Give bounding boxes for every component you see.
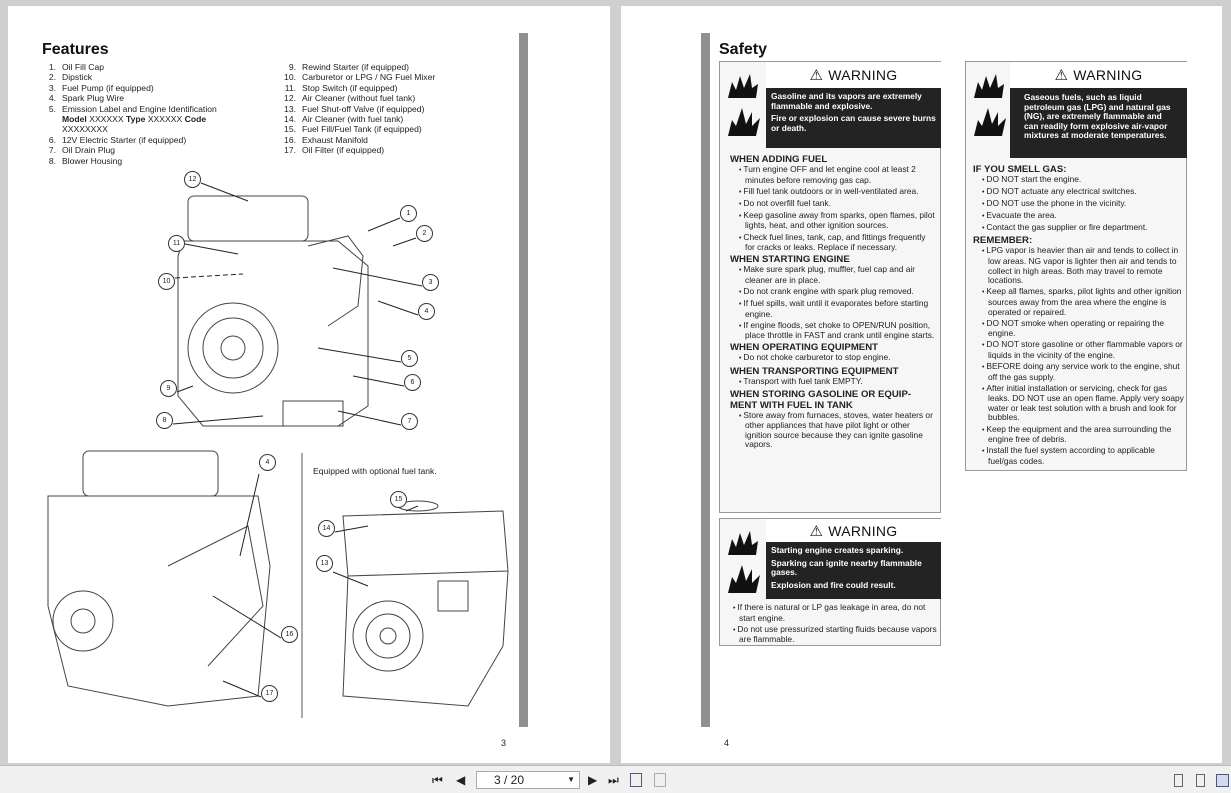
warning-message: Gasoline and its vapors are extremely flammable and explosive. Fire or explosion can cause severe burns or death.: [766, 88, 941, 148]
fire-explosion-icons: [720, 62, 766, 147]
callout-4: 4: [418, 303, 435, 320]
feature-number: 6.: [48, 134, 56, 145]
section-heading: WHEN STARTING ENGINE: [730, 254, 850, 266]
bullet-item: • DO NOT start the engine.: [981, 175, 1185, 186]
section-heading: WHEN OPERATING EQUIPMENT: [730, 342, 878, 354]
page-edge-bar: [701, 33, 710, 727]
feature-label: Fuel Shut-off Valve (if equipped): [302, 103, 425, 114]
section-list: [738, 377, 935, 388]
warning-triangle-icon: ⚠: [809, 67, 824, 84]
warning-box-sparking: [719, 518, 941, 646]
section-list: [738, 265, 935, 341]
feature-label: Rewind Starter (if equipped): [302, 62, 409, 72]
feature-label: Oil Fill Cap: [62, 62, 105, 72]
bullet-item: • Do not use pressurized starting fluids because vapors are flammable.: [732, 625, 938, 645]
callout-12: 12: [184, 171, 201, 188]
optional-tank-caption: Equipped with optional fuel tank.: [313, 466, 437, 476]
pdf-toolbar: [0, 765, 1231, 793]
section-heading: REMEMBER:: [973, 235, 1033, 247]
feature-label: Blower Housing: [62, 155, 123, 166]
two-page-icon[interactable]: [1216, 774, 1229, 787]
rotate-icon[interactable]: [630, 773, 642, 787]
bullet-item: • If engine floods, set choke to OPEN/RUN position, place throttle in FAST and crank until engine starts.: [738, 321, 935, 341]
bullet-item: • DO NOT smoke when operating or repairing the engine.: [981, 319, 1185, 339]
callout-8: 8: [156, 412, 173, 429]
page-3: [8, 6, 610, 763]
bullet-item: • Contact the gas supplier or fire department.: [981, 223, 1185, 234]
bullet-item: • DO NOT actuate any electrical switches.: [981, 187, 1185, 198]
bullet-item: • After initial installation or servicing, check for gas leaks. DO NOT use an open flame. Apply very soapy water or leak test solution with a brush and look for bubbles.: [981, 384, 1185, 423]
warning-triangle-icon: ⚠: [809, 522, 824, 540]
feature-number: 15.: [284, 124, 296, 135]
section-list: [981, 246, 1185, 466]
bullet-item: • Store away from furnaces, stoves, water heaters or other appliances that have pilot light or other ignition source because they can ignite gasoline vapors.: [738, 411, 935, 450]
warning-triangle-icon: ⚠: [1054, 67, 1069, 84]
callout-15: 15: [390, 491, 407, 508]
callout-16: 16: [281, 626, 298, 643]
feature-label: Dipstick: [62, 72, 93, 83]
feature-label: Carburetor or LPG / NG Fuel Mixer: [302, 72, 436, 83]
warning-heading: ⚠ WARNING: [766, 62, 941, 88]
feature-number: 1.: [48, 62, 56, 72]
bullet-item: • Check fuel lines, tank, cap, and fittings frequently for cracks or leaks. Replace if necessary.: [738, 233, 935, 253]
bullet-item: • Do not overfill fuel tank.: [738, 199, 935, 210]
feature-label: 12V Electric Starter (if equipped): [62, 134, 187, 145]
feature-number: 5.: [48, 103, 56, 114]
callout-17: 17: [261, 685, 278, 702]
bullet-item: • Transport with fuel tank EMPTY.: [738, 377, 935, 388]
callout-3: 3: [422, 274, 439, 291]
feature-number: 10.: [284, 72, 296, 83]
fire-explosion-icons: [720, 519, 766, 604]
flame-icon: [966, 62, 1012, 142]
warning-box-gaseous-fuels: [965, 61, 1187, 471]
feature-number: 9.: [288, 62, 296, 72]
page-title: Safety: [719, 41, 768, 58]
bullet-item: • Make sure spark plug, muffler, fuel cap and air cleaner are in place.: [738, 265, 935, 285]
feature-label: Oil Drain Plug: [62, 145, 116, 156]
warning-message: Gaseous fuels, such as liquid petroleum gas (LPG) and natural gas (NG), are extremely flammable and can readily form explosive air-vapor mixtures at moderate temperatures.: [1010, 88, 1187, 158]
bullet-item: • Do not choke carburetor to stop engine.: [738, 353, 935, 364]
chevron-down-icon: ▼: [567, 775, 575, 784]
callout-11: 11: [168, 235, 185, 252]
bullet-item: • DO NOT use the phone in the vicinity.: [981, 199, 1185, 210]
copy-icon[interactable]: [654, 773, 666, 787]
page-selector[interactable]: 3 / 20 ▼: [476, 771, 580, 789]
callout-1: 1: [400, 205, 417, 222]
warning-heading: ⚠ WARNING: [1010, 62, 1187, 88]
page-number: 3: [501, 738, 507, 748]
callout-4: 4: [259, 454, 276, 471]
feature-label: Air Cleaner (with fuel tank): [302, 114, 404, 125]
bullet-item: • Turn engine OFF and let engine cool at least 2 minutes before removing gas cap.: [738, 165, 935, 185]
bullet-item: • Keep all flames, sparks, pilot lights and other ignition sources away from the area where the engine is operated or repaired.: [981, 287, 1185, 317]
section-heading: WHEN ADDING FUEL: [730, 154, 828, 165]
callout-7: 7: [401, 413, 418, 430]
callout-9: 9: [160, 380, 177, 397]
bullet-item: • Do not crank engine with spark plug removed.: [738, 287, 935, 298]
feature-label: Emission Label and Engine Identification Model XXXXXX Type XXXXXX Code XXXXXXXX: [62, 103, 217, 135]
bullet-item: • If fuel spills, wait until it evaporates before starting engine.: [738, 299, 935, 319]
page-number: 4: [724, 738, 730, 748]
callout-2: 2: [416, 225, 433, 242]
feature-number: 4.: [48, 93, 56, 104]
feature-number: 3.: [48, 82, 56, 93]
bullet-item: • Fill fuel tank outdoors or in well-ventilated area.: [738, 187, 935, 198]
page-edge-bar: [519, 33, 528, 727]
prev-page-icon[interactable]: ◀: [456, 773, 466, 787]
bullet-item: • If there is natural or LP gas leakage in area, do not start engine.: [732, 603, 938, 623]
feature-number: 11.: [284, 82, 296, 93]
bullet-item: • Evacuate the area.: [981, 211, 1185, 222]
fire-explosion-icons: [966, 62, 1012, 147]
feature-number: 16.: [284, 134, 296, 145]
first-page-icon[interactable]: ⏮: [432, 773, 443, 787]
last-page-icon[interactable]: ⏭: [608, 773, 619, 787]
page-title: Features: [42, 41, 109, 58]
section-list: [738, 353, 935, 364]
bullet-item: • Keep gasoline away from sparks, open flames, pilot lights, heat, and other ignition sources.: [738, 211, 935, 231]
feature-number: 7.: [48, 145, 56, 156]
feature-label: Stop Switch (if equipped): [302, 82, 398, 93]
section-list: [981, 175, 1185, 234]
bullet-item: • Keep the equipment and the area surrounding the engine free of debris.: [981, 425, 1185, 445]
feature-number: 13.: [284, 103, 296, 114]
warning-sections: [730, 153, 935, 451]
feature-number: 12.: [284, 93, 296, 104]
warning-heading: ⚠ WARNING: [766, 519, 941, 542]
callout-6: 6: [404, 374, 421, 391]
flame-icon: [720, 62, 766, 142]
bullet-item: • Install the fuel system according to applicable fuel/gas codes.: [981, 446, 1185, 466]
bullet-item: • DO NOT store gasoline or other flammable vapors or liquids in the vicinity of the engine.: [981, 340, 1185, 360]
next-page-icon[interactable]: ▶: [588, 773, 598, 787]
section-heading: WHEN TRANSPORTING EQUIPMENT: [730, 365, 899, 377]
callout-10: 10: [158, 273, 175, 290]
callout-5: 5: [401, 350, 418, 367]
feature-label: Exhaust Manifold: [302, 134, 368, 145]
single-page-icon[interactable]: [1174, 774, 1183, 787]
section-list: [738, 165, 935, 253]
flame-icon: [720, 519, 766, 599]
section-heading: IF YOU SMELL GAS:: [973, 164, 1067, 175]
feature-label: Air Cleaner (without fuel tank): [302, 93, 416, 104]
feature-label: Fuel Fill/Fuel Tank (if equipped): [302, 124, 422, 135]
warning-box-gasoline: [719, 61, 941, 513]
warning-message: Starting engine creates sparking. Sparking can ignite nearby flammable gases. Explosion and fire could result.: [766, 542, 941, 599]
bullet-item: • LPG vapor is heavier than air and tends to collect in low areas. NG vapor is lighter then air and tends to collect in high areas. Both may travel to remote locations.: [981, 246, 1185, 285]
warning-items: [728, 603, 938, 646]
callout-13: 13: [316, 555, 333, 572]
feature-label: Spark Plug Wire: [62, 93, 125, 104]
section-heading: WHEN STORING GASOLINE OR EQUIP-MENT WITH FUEL IN TANK: [730, 388, 912, 411]
warning-sections: [973, 163, 1185, 468]
feature-number: 17.: [284, 145, 296, 156]
feature-number: 14.: [284, 114, 296, 125]
continuous-icon[interactable]: [1196, 774, 1205, 787]
bullet-item: • BEFORE doing any service work to the engine, shut off the gas supply.: [981, 362, 1185, 382]
section-list: [738, 411, 935, 450]
feature-number: 8.: [48, 155, 56, 166]
page-4: [621, 6, 1222, 763]
feature-label: Fuel Pump (if equipped): [62, 82, 154, 93]
feature-number: 2.: [48, 72, 56, 83]
callout-14: 14: [318, 520, 335, 537]
feature-label: Oil Filter (if equipped): [302, 145, 385, 156]
